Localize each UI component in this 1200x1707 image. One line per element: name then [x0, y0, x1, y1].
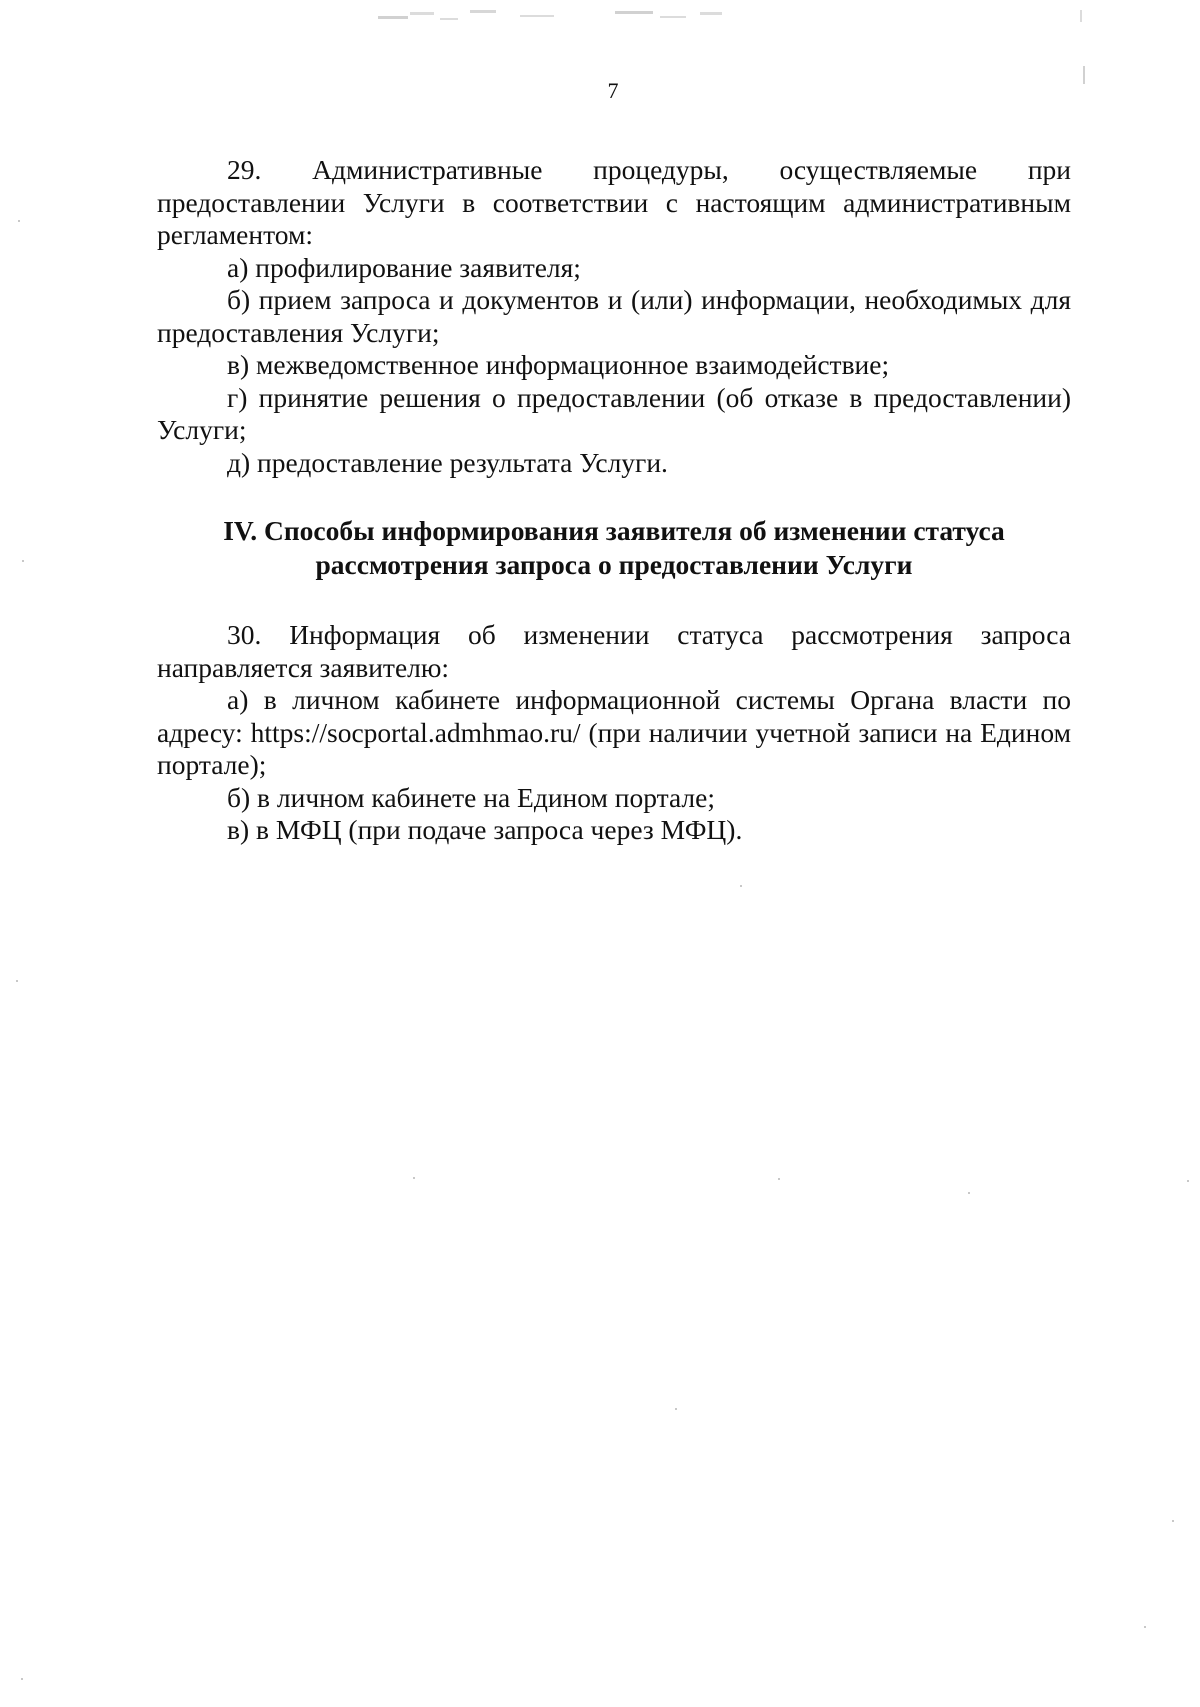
section-29-item-v: в) межведомственное информационное взаимодействие; — [227, 349, 890, 380]
section-30-item-v: в) в МФЦ (при подаче запроса через МФЦ). — [227, 814, 743, 845]
section-29-item-g: г) принятие решения о предоставлении (об отказе в предоставлении) Услуги; — [157, 381, 1071, 445]
section-29-intro: 29. Административные процедуры, осуществляемые при предоставлении Услуги в соответствии с настоящим административным регламентом: — [157, 154, 1071, 250]
section-heading-line-1: IV. Способы информирования заявителя об изменении статуса — [223, 515, 1005, 546]
document-body — [157, 154, 1071, 847]
section-30-intro: 30. Информация об изменении статуса рассмотрения запроса направляется заявителю: — [157, 619, 1071, 683]
section-heading-iv — [157, 479, 1071, 619]
section-30-item-a: а) в личном кабинете информационной системы Органа власти по адресу: https://socportal.admhmao.ru/ (при наличии учетной записи на Едином портале); — [157, 684, 1071, 780]
section-29-item-d: д) предоставление результата Услуги. — [227, 446, 668, 478]
section-30-item-b: б) в личном кабинете на Едином портале; — [227, 781, 716, 813]
page-number: 7 — [607, 78, 619, 103]
section-29-item-b: б) прием запроса и документов и (или) информации, необходимых для предоставления Услуги; — [157, 284, 1071, 348]
section-29-item-a: а) профилирование заявителя; — [227, 251, 581, 283]
section-heading-line-2: рассмотрения запроса о предоставлении Услуги — [315, 549, 913, 580]
